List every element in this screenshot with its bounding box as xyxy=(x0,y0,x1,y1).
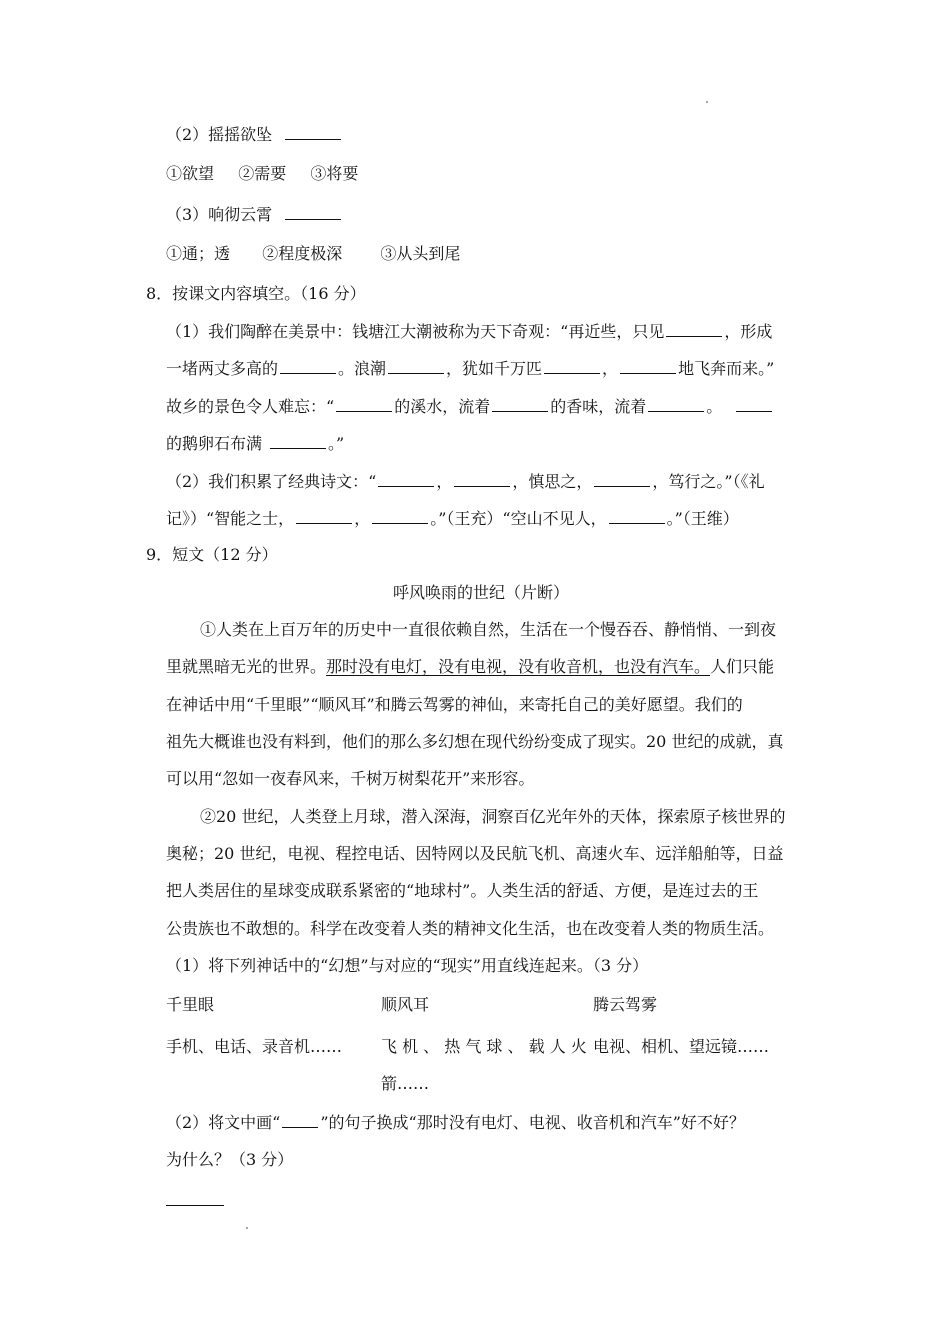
q8-p2-line1 xyxy=(166,470,765,493)
reality-item-cont: 箭…… xyxy=(381,1074,430,1093)
passage-para2-line4: 公贵族也不敢想的。科学在改变着人类的精神文化生活，也在改变着人类的物质生活。 xyxy=(166,919,775,938)
passage-para1-line1: ①人类在上百万年的历史中一直很依赖自然，生活在一个慢吞吞、静悄悄、一到夜 xyxy=(200,620,777,639)
text: 。 xyxy=(706,397,723,416)
q8-p2-line2 xyxy=(166,507,739,530)
answer-blank[interactable] xyxy=(285,203,341,220)
answer-blank[interactable] xyxy=(378,470,434,487)
answer-blank[interactable] xyxy=(372,507,428,524)
scan-dot xyxy=(706,101,708,103)
option: ③从头到尾 xyxy=(380,244,461,263)
text: 故乡的景色令人难忘：“ xyxy=(166,397,335,416)
q7-item3-options xyxy=(166,243,460,265)
text: 。”（王维） xyxy=(666,509,739,528)
passage-para1-line5: 可以用“忽如一夜春风来，千树万树梨花开”来形容。 xyxy=(166,769,535,788)
q7-item-3 xyxy=(166,203,343,226)
text: （2）将文中画“ xyxy=(166,1113,281,1132)
passage-para2-line2: 奥秘；20 世纪，电视、程控电话、因特网以及民航飞机、高速火车、远洋船舶等，日益 xyxy=(166,844,784,863)
passage-para1-line4: 祖先大概谁也没有料到，他们的那么多幻想在现代纷纷变成了现实。20 世纪的成就，真 xyxy=(166,732,784,751)
text: 的香味，流着 xyxy=(550,397,647,416)
answer-blank[interactable] xyxy=(388,357,444,374)
q7-item2-options xyxy=(166,163,358,185)
option: ①欲望 xyxy=(166,164,215,183)
answer-blank[interactable] xyxy=(296,507,352,524)
text: ，笃行之。”（《礼 xyxy=(652,472,765,491)
answer-blank[interactable] xyxy=(736,395,772,412)
text: ， xyxy=(436,472,453,491)
myth-item[interactable]: 千里眼 xyxy=(166,995,215,1014)
text: ，形成 xyxy=(724,322,773,341)
passage-para2-line1: ②20 世纪，人类登上月球，潜入深海，洞察百亿光年外的天体，探索原子核世界的 xyxy=(200,807,786,826)
passage-para2-line3: 把人类居住的星球变成联系紧密的“地球村”。人类生活的舒适、方便，是连过去的王 xyxy=(166,881,759,900)
text: 地飞奔而来。” xyxy=(678,359,775,378)
answer-blank[interactable] xyxy=(609,507,665,524)
q8-p1-line2 xyxy=(166,357,774,380)
passage-para1-line3: 在神话中用“千里眼”“顺风耳”和腾云驾雾的神仙，来寄托自己的美好愿望。我们的 xyxy=(166,695,743,714)
underline-mark xyxy=(282,1111,318,1128)
answer-blank[interactable] xyxy=(270,432,326,449)
text: ，慎思之， xyxy=(512,472,593,491)
q8-p1-line3 xyxy=(166,395,774,418)
text: 。” xyxy=(328,434,345,453)
option: ②程度极深 xyxy=(262,244,343,263)
answer-blank[interactable] xyxy=(336,395,392,412)
text: 人们只能 xyxy=(710,657,775,676)
passage-title: 呼风唤雨的世纪（片断） xyxy=(393,583,570,602)
answer-blank[interactable] xyxy=(285,123,341,140)
text: 的溪水，流着 xyxy=(394,397,491,416)
answer-blank[interactable] xyxy=(454,470,510,487)
q7-item-2 xyxy=(166,123,343,146)
sub-question-2-line1 xyxy=(166,1111,745,1134)
text: 。浪潮 xyxy=(338,359,387,378)
underlined-sentence: 那时没有电灯，没有电视，没有收音机，也没有汽车。 xyxy=(326,657,711,676)
text: （1）我们陶醉在美景中：钱塘江大潮被称为天下奇观：“再近些，只见 xyxy=(166,322,665,341)
q7-item2-label: （2）摇摇欲坠 xyxy=(166,125,273,144)
text: ，犹如千万匹 xyxy=(446,359,543,378)
answer-blank[interactable] xyxy=(648,395,704,412)
sub-question-2-line2: 为什么？（3 分） xyxy=(166,1150,294,1169)
text: 记》）“智能之士， xyxy=(166,509,295,528)
answer-blank[interactable] xyxy=(280,357,336,374)
q8-heading: 8．按课文内容填空。（16 分） xyxy=(146,284,366,303)
text: ， xyxy=(602,359,619,378)
answer-blank[interactable] xyxy=(544,357,600,374)
q7-item3-label: （3）响彻云霄 xyxy=(166,205,273,224)
q8-p1-line4 xyxy=(166,432,344,455)
option: ③将要 xyxy=(310,164,359,183)
text: （2）我们积累了经典诗文：“ xyxy=(166,472,377,491)
reality-item[interactable]: 手机、电话、录音机…… xyxy=(166,1037,343,1056)
answer-blank[interactable] xyxy=(594,470,650,487)
myth-item[interactable]: 腾云驾雾 xyxy=(593,995,658,1014)
passage-para1-line2 xyxy=(166,656,774,678)
reality-item[interactable]: 电视、相机、望远镜…… xyxy=(593,1037,770,1056)
answer-line[interactable] xyxy=(166,1205,224,1206)
text: ”的句子换成“那时没有电灯、电视、收音机和汽车”好不好？ xyxy=(320,1113,745,1132)
answer-blank[interactable] xyxy=(492,395,548,412)
text: ， xyxy=(354,509,371,528)
option: ①通；透 xyxy=(166,244,231,263)
q8-p1-line1 xyxy=(166,320,772,343)
text: 。”（王充）“空山不见人， xyxy=(430,509,607,528)
sub-question-1: （1）将下列神话中的“幻想”与对应的“现实”用直线连起来。（3 分） xyxy=(166,956,649,975)
scan-dot xyxy=(246,1227,248,1229)
text: 的鹅卵石布满 xyxy=(166,434,263,453)
reality-item[interactable]: 飞 机 、 热 气 球 、 载 人 火 xyxy=(381,1037,587,1056)
answer-blank[interactable] xyxy=(666,320,722,337)
text: 里就黑暗无光的世界。 xyxy=(166,657,327,676)
answer-blank[interactable] xyxy=(620,357,676,374)
myth-item[interactable]: 顺风耳 xyxy=(381,995,430,1014)
text: 一堵两丈多高的 xyxy=(166,359,279,378)
q9-heading: 9．短文（12 分） xyxy=(146,545,278,564)
option: ②需要 xyxy=(238,164,287,183)
